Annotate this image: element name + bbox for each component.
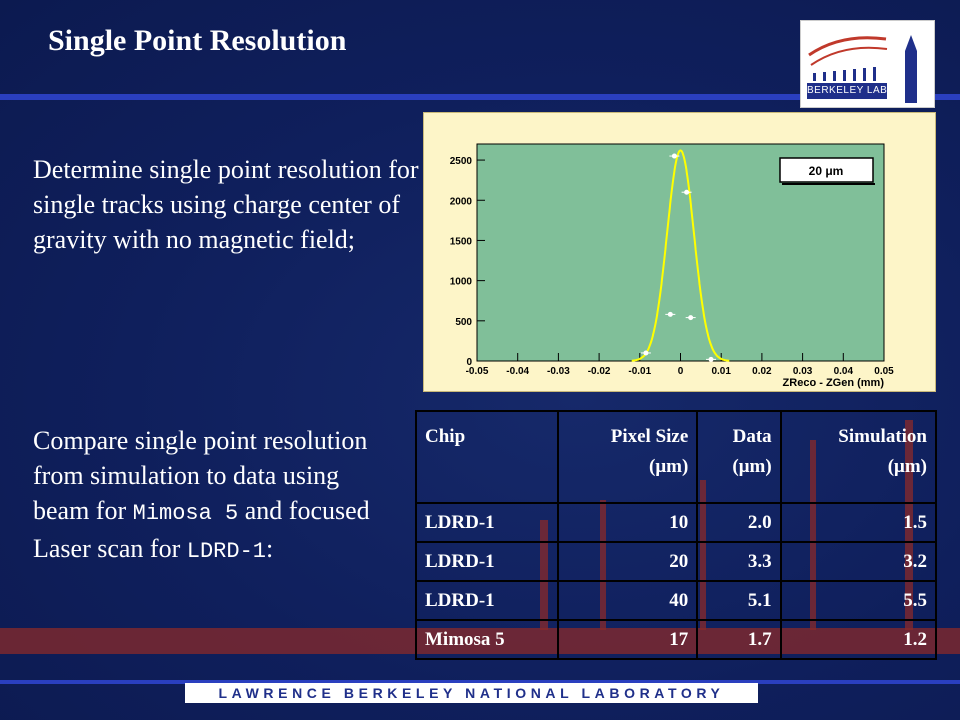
cell-simulation: 5.5 [781,581,936,620]
x-axis-label: ZReco - ZGen (mm) [782,377,884,389]
cell-chip: LDRD-1 [416,581,558,620]
header-chip: Chip [416,411,558,503]
paragraph-compare-part2: and focused Laser scan for [33,496,370,563]
cell-data: 1.7 [697,620,780,659]
cell-pixel-size: 40 [558,581,697,620]
data-point [684,190,689,195]
x-tick-label: -0.03 [547,366,570,377]
x-tick-label: 0.03 [792,366,813,377]
cell-pixel-size: 20 [558,542,697,581]
data-point [709,357,714,362]
paragraph-compare [33,423,393,569]
resolution-table [415,410,937,660]
cell-data: 2.0 [697,503,780,542]
paragraph-resolution: Determine single point resolution for single tracks using charge center of gravity with no magnetic field; [33,155,419,254]
cell-chip: Mimosa 5 [416,620,558,659]
y-tick-label: 2000 [449,196,472,208]
footer-banner: LAWRENCE BERKELEY NATIONAL LABORATORY [185,683,758,703]
x-tick-label: -0.02 [587,366,611,377]
data-point [688,315,693,320]
cell-chip: LDRD-1 [416,542,558,581]
resolution-plot [423,112,936,392]
logo-text: BERKELEY LAB [807,83,887,99]
cell-pixel-size: 10 [558,503,697,542]
data-point [672,154,677,159]
table-row [416,542,936,581]
paragraph-compare-part1: Compare single point resolution from simulation to data using beam for [33,426,368,525]
cell-data: 3.3 [697,542,780,581]
y-tick-label: 0 [466,357,472,368]
legend-label: 20 μm [808,164,844,178]
y-tick-label: 500 [455,316,472,328]
x-tick-label: -0.01 [628,366,652,377]
paragraph-compare-part3: : [265,534,274,563]
cell-simulation: 3.2 [781,542,936,581]
cell-chip: LDRD-1 [416,503,558,542]
header-pixel-size: Pixel Size (μm) [558,411,697,503]
x-tick-label: -0.04 [506,366,530,377]
table-row [416,581,936,620]
cell-simulation: 1.2 [781,620,936,659]
y-tick-label: 2500 [449,156,472,168]
berkeley-lab-logo [800,20,935,108]
header-data: Data (μm) [697,411,780,503]
chip-name-mimosa: Mimosa 5 [132,501,239,526]
data-point [643,350,648,355]
x-tick-label: 0.02 [752,366,772,377]
table-row [416,503,936,542]
cell-simulation: 1.5 [781,503,936,542]
y-tick-label: 1500 [449,236,472,248]
cell-data: 5.1 [697,581,780,620]
y-tick-label: 1000 [449,276,472,288]
plot-svg [424,113,935,391]
cell-pixel-size: 17 [558,620,697,659]
header-simulation: Simulation (μm) [781,411,936,503]
x-tick-label: 0.05 [874,366,894,377]
data-point [668,312,673,317]
table-header-row [416,411,936,503]
slide-title: Single Point Resolution [48,24,347,57]
x-tick-label: -0.05 [465,366,489,377]
table-row [416,620,936,659]
x-tick-label: 0.01 [711,366,731,377]
x-tick-label: 0 [677,366,684,377]
chip-name-ldrd: LDRD-1 [186,539,266,564]
x-tick-label: 0.04 [833,366,854,377]
